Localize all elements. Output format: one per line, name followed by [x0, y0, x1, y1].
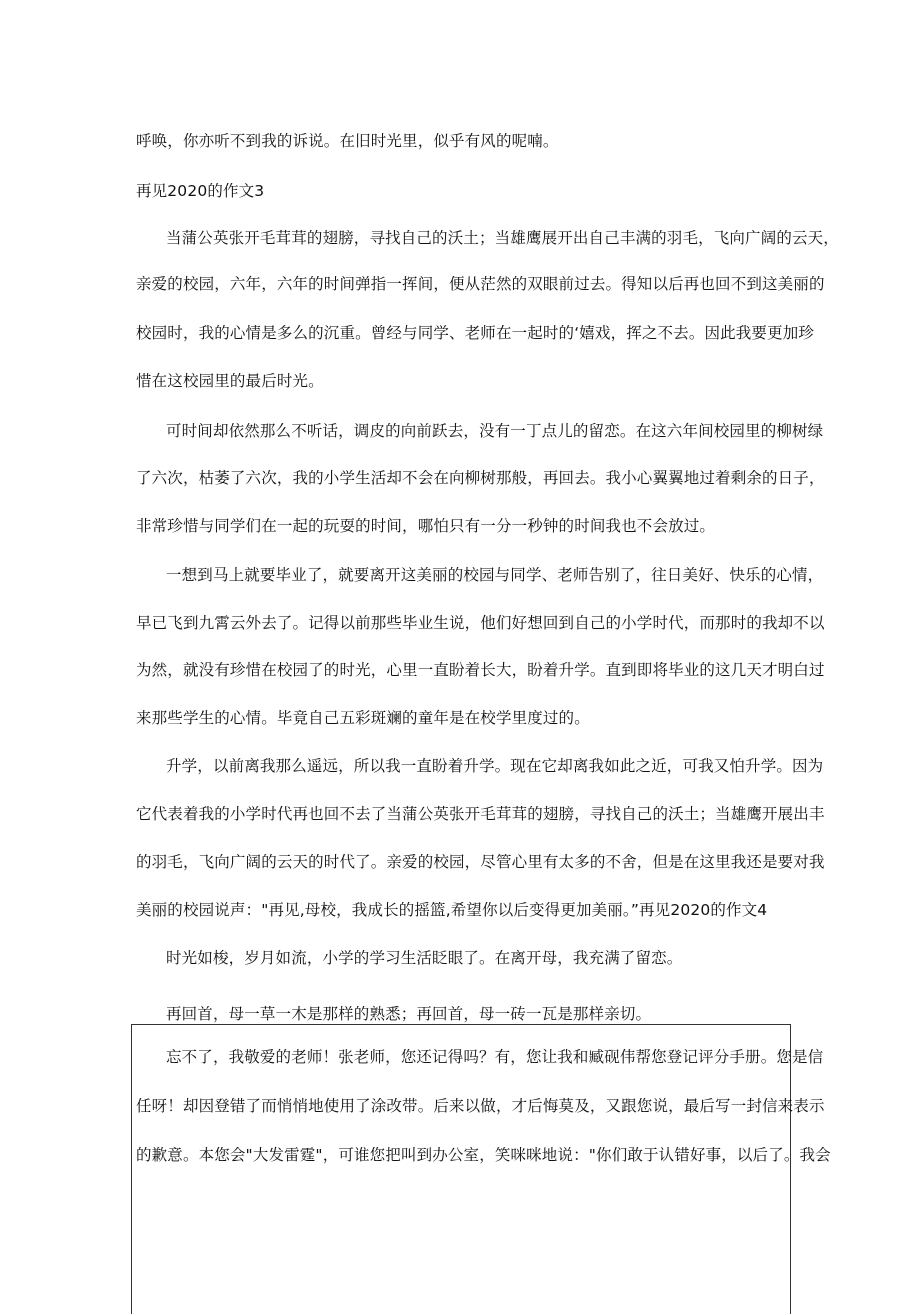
text-line: 为然，就没有珍惜在校园了的时光，心里一直盼着长大，盼着升学。直到即将毕业的这几天才明白过 — [136, 661, 825, 679]
section-heading: 再见2020的作文3 — [136, 182, 265, 200]
text-line: 可时间却依然那么不听话，调皮的向前跃去，没有一丁点儿的留恋。在这六年间校园里的柳树绿 — [166, 422, 824, 440]
text-line: 忘不了，我敬爱的老师！张老师，您还记得吗？有，您让我和臧砚伟帮您登记评分手册。您是信 — [166, 1048, 824, 1066]
text-line: 校园时，我的心情是多么的沉重。曾经与同学、老师在一起时的‘嬉戏，挥之不去。因此我要更加珍 — [136, 324, 815, 342]
text-line: 美丽的校园说声："再见,母校，我成长的摇篮,希望你以后变得更加美丽。”再见2020的作文4 — [136, 901, 768, 919]
text-line: 的歉意。本您会"大发雷霆"，可谁您把叫到办公室，笑咪咪地说："你们敢于认错好事，以后了。我会 — [136, 1146, 831, 1164]
text-line: 再回首，母一草一木是那样的熟悉；再回首，母一砖一瓦是那样亲切。 — [166, 1005, 652, 1023]
text-line: 它代表着我的小学时代再也回不去了当蒲公英张开毛茸茸的翅膀，寻找自己的沃土；当雄鹰开展出丰 — [136, 805, 825, 823]
bordered-text-box — [131, 1024, 791, 1314]
text-line: 一想到马上就要毕业了，就要离开这美丽的校园与同学、老师告别了，往日美好、快乐的心情， — [166, 566, 824, 584]
text-line: 时光如梭，岁月如流，小学的学习生活眨眼了。在离开母，我充满了留恋。 — [166, 949, 683, 967]
text-line: 惜在这校园里的最后时光。 — [136, 372, 324, 390]
text-line: 了六次，枯萎了六次，我的小学生活却不会在向柳树那般，再回去。我小心翼翼地过着剩余的日子， — [136, 469, 825, 487]
text-line: 升学，以前离我那么遥远，所以我一直盼着升学。现在它却离我如此之近，可我又怕升学。因为 — [166, 757, 824, 775]
text-line: 任呀！却因登错了而悄悄地使用了涂改带。后来以做，才后悔莫及，又跟您说，最后写一封信来表示 — [136, 1097, 825, 1115]
text-line: 来那些学生的心情。毕竟自己五彩斑斓的童年是在校学里度过的。 — [136, 709, 590, 727]
text-line: 非常珍惜与同学们在一起的玩耍的时间，哪怕只有一分一秒钟的时间我也不会放过。 — [136, 517, 716, 535]
text-line: 的羽毛，飞向广阔的云天的时代了。亲爱的校园，尽管心里有太多的不舍，但是在这里我还是要对我 — [136, 853, 825, 871]
text-line: 亲爱的校园，六年，六年的时间弹指一挥间，便从茫然的双眼前过去。得知以后再也回不到这美丽的 — [136, 275, 825, 293]
text-line: 呼唤，你亦听不到我的诉说。在旧时光里，似乎有风的呢喃。 — [136, 132, 559, 150]
text-line: 当蒲公英张开毛茸茸的翅膀，寻找自己的沃土；当雄鹰展开出自己丰满的羽毛，飞向广阔的云天， — [166, 229, 839, 247]
text-line: 早已飞到九霄云外去了。记得以前那些毕业生说，他们好想回到自己的小学时代，而那时的我却不以 — [136, 614, 825, 632]
